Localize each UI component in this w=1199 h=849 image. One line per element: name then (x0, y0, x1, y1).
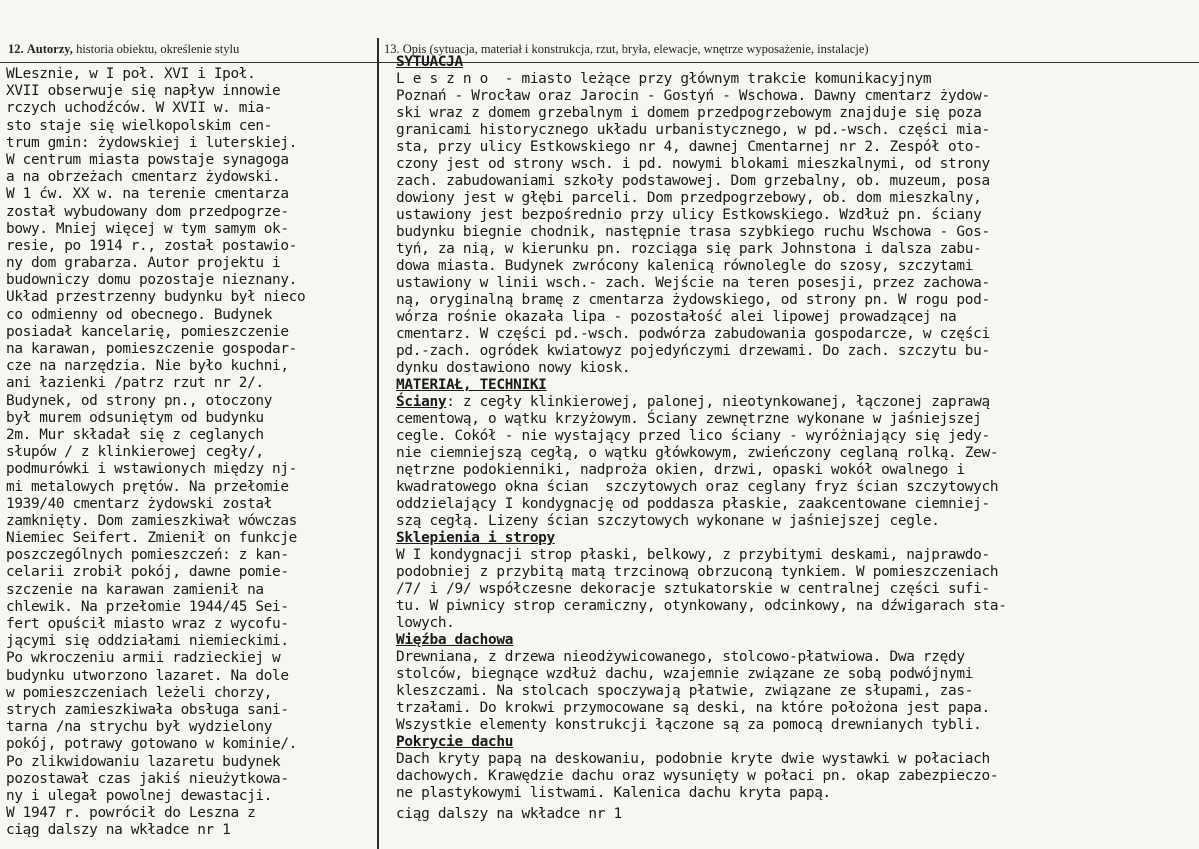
description-line (396, 513, 1196, 530)
history-line: trum gmin: żydowskiej i luterskiej. (6, 134, 297, 151)
history-line: w pomieszczeniach leżeli chorzy, (6, 684, 273, 701)
description-line (396, 122, 1196, 139)
description-text: kwadratowego okna ścian szczytowych oraz ceglany fryz ścian szczytowych (396, 479, 999, 495)
description-text: dowa miasta. Budynek zwrócony kalenicą równolegle do szosy, szczytami (396, 258, 974, 274)
description-text: ną, oryginalną bramę z cmentarza żydowskiego, od strony pn. W rogu pod- (396, 292, 990, 308)
description-line (396, 479, 1196, 496)
section-heading: MATERIAŁ, TECHNIKI (396, 377, 547, 393)
history-line: ny i ulegał powolnej dewastacji. (6, 787, 273, 804)
description-line (396, 139, 1196, 156)
section-13-label: Opis (sytuacja, materiał i konstrukcja, rzut, bryła, elewacje, wnętrze wyposażenie, instalacje) (399, 42, 869, 56)
history-line: bowy. Mniej więcej w tym samym ok- (6, 220, 289, 237)
history-line: Układ przestrzenny budynku był nieco (6, 289, 306, 306)
history-line: posiadał kancelarię, pomieszczenie (6, 323, 289, 340)
description-line (396, 751, 1196, 768)
history-line: jącymi się oddziałami niemieckimi. (6, 633, 289, 650)
history-line: a na obrzeżach cmentarz żydowski. (6, 169, 281, 186)
description-line (396, 462, 1196, 479)
history-line: Po wkroczeniu armii radzieckiej w (6, 650, 281, 667)
description-line (396, 173, 1196, 190)
history-text-column (6, 66, 374, 839)
description-line (396, 258, 1196, 275)
description-line (396, 224, 1196, 241)
description-line (396, 343, 1196, 360)
history-line: W 1947 r. powrócił do Leszna z (6, 805, 256, 822)
description-line (396, 768, 1196, 785)
section-12-number: 12. (8, 42, 24, 56)
description-line (396, 564, 1196, 581)
description-line (396, 377, 1196, 394)
description-line (396, 785, 1196, 802)
description-text: stolców, biegnące wzdłuż dachu, wzajemnie związane ze sobą podwójnymi (396, 666, 974, 682)
description-line (396, 360, 1196, 377)
history-line: ny dom grabarza. Autor projektu i (6, 255, 281, 272)
description-text: L e s z n o - miasto leżące przy głównym trakcie komunikacyjnym (396, 71, 932, 87)
description-line (396, 88, 1196, 105)
history-line: celarii zrobił pokój, dawne pomie- (6, 564, 289, 581)
description-line (396, 615, 1196, 632)
history-line: Budynek, od strony pn., otoczony (6, 392, 273, 409)
description-text: granicami historycznego układu urbanistycznego, w pd.-wsch. części mia- (396, 122, 990, 138)
history-line: Niemiec Seifert. Zmienił on funkcje (6, 530, 297, 547)
description-text: pd.-zach. ogródek kwiatowyz pojedyńczymi drzewami. Do zach. szczytu bu- (396, 343, 990, 359)
description-line (396, 411, 1196, 428)
description-line (396, 581, 1196, 598)
description-line (396, 496, 1196, 513)
description-line (396, 649, 1196, 666)
column-divider (377, 38, 379, 849)
history-line: mi metalowych prętów. Na przełomie (6, 478, 289, 495)
description-line (396, 326, 1196, 343)
description-text: ski wraz z domem grzebalnym i domem przedpogrzebowym znajduje się poza (396, 105, 982, 121)
description-line (396, 207, 1196, 224)
description-line (396, 190, 1196, 207)
section-heading: Sklepienia i stropy (396, 530, 555, 546)
description-text: trzałami. Do krokwi przymocowane są deski, na które położona jest papa. (396, 700, 990, 716)
description-text: nętrzne podokienniki, nadproża okien, drzwi, opaski wokół owalnego i (396, 462, 965, 478)
description-line (396, 666, 1196, 683)
history-line: sto staje się wielkopolskim cen- (6, 117, 273, 134)
description-text: nie ciemniejszą cegłą, o wątku główkowym, zwieńczony ceglaną rolką. Zew- (396, 445, 999, 461)
history-line: chlewik. Na przełomie 1944/45 Sei- (6, 598, 289, 615)
history-line: W 1 ćw. XX w. na terenie cmentarza (6, 186, 289, 203)
section-13-number: 13. (384, 42, 400, 56)
description-text-column (396, 54, 1196, 802)
description-text: Drewniana, z drzewa nieodżywicowanego, stolcowo-płatwiowa. Dwa rzędy (396, 649, 965, 665)
history-line: co odmienny od obecnego. Budynek (6, 306, 273, 323)
description-text: tu. W piwnicy strop ceramiczny, otynkowany, odcinkowy, na dźwigarach sta- (396, 598, 1007, 614)
description-line (396, 445, 1196, 462)
description-line (396, 309, 1196, 326)
description-text: : z cegły klinkierowej, palonej, nieotynkowanej, łączonej zaprawą (446, 394, 990, 410)
history-line: ani łazienki /patrz rzut nr 2/. (6, 375, 264, 392)
history-line: szczenie na karawan zamienił na (6, 581, 264, 598)
description-line (396, 530, 1196, 547)
description-text: podobniej z przybitą matą trzcinową obrzuconą tynkiem. W pomieszczeniach (396, 564, 999, 580)
history-line: budynku utworzono lazaret. Na dole (6, 667, 289, 684)
description-text: cmentarz. W części pd.-wsch. podwórza zabudowania gospodarcze, w części (396, 326, 990, 342)
history-line: 2m. Mur składał się z ceglanych (6, 426, 264, 443)
description-text: ustawiony jest bezpośrednio przy ulicy Estkowskiego. Wzdłuż pn. ściany (396, 207, 982, 223)
history-line: fert opuścił miasto wraz z wycofu- (6, 616, 289, 632)
history-line: tarna /na strychu był wydzielony (6, 719, 273, 736)
header-rule-left (0, 62, 377, 63)
description-text: ustawiony w linii wsch.- zach. Wejście na teren posesji, przez zachowa- (396, 275, 990, 291)
history-line: cze na narzędzia. Nie było kuchni, (6, 358, 289, 375)
description-text: dowiony jest w głębi parceli. Dom przedpogrzebowy, ob. dom mieszkalny, (396, 190, 982, 206)
description-text: sta, przy ulicy Estkowskiego nr 4, dawnej Cmentarnej nr 2. Zespół oto- (396, 139, 982, 155)
description-text: Dach kryty papą na deskowaniu, podobnie kryte dwie wystawki w połaciach (396, 751, 990, 767)
history-line: poszczególnych pomieszczeń: z kan- (6, 547, 289, 564)
description-text: cementową, o wątku krzyżowym. Ściany zewnętrzne wykonane w jaśniejszej (396, 411, 982, 427)
section-heading: Więźba dachowa (396, 632, 514, 648)
description-line (396, 394, 1196, 411)
history-line: pokój, potrawy gotowano w kominie/. (6, 736, 297, 753)
description-line (396, 54, 1196, 71)
description-text: W I kondygnacji strop płaski, belkowy, z przybitymi deskami, najprawdo- (396, 547, 990, 563)
history-line: był murem odsuniętym od budynku (6, 409, 264, 426)
description-text: wórza rośnie okazała lipa - pozostałość alei lipowej prowadzącej na (396, 309, 957, 325)
description-text: Poznań - Wrocław oraz Jarocin - Gostyń - Wschowa. Dawny cmentarz żydow- (396, 88, 990, 104)
description-line (396, 156, 1196, 173)
description-line (396, 241, 1196, 258)
section-heading: SYTUACJA (396, 54, 463, 70)
history-line: WLesznie, w I poł. XVI i Ipoł. (6, 66, 256, 82)
description-text: tyń, za nią, w kierunku pn. rozciąga się park Johnstona i dalsza zabu- (396, 241, 982, 257)
history-line: Po zlikwidowaniu lazaretu budynek (6, 753, 281, 770)
history-line: zamknięty. Dom zamieszkiwał wówczas (6, 512, 297, 529)
continuation-note: ciąg dalszy na wkładce nr 1 (396, 806, 622, 822)
history-line: XVII obserwuje się napływ innowie (6, 83, 281, 100)
section-12-bold-label: Autorzy, (26, 42, 73, 56)
history-line: rczych uchodźców. W XVII w. mia- (6, 100, 273, 117)
history-line: ciąg dalszy na wkładce nr 1 (6, 822, 231, 839)
history-line: został wybudowany dom przedpogrze- (6, 203, 289, 220)
description-line (396, 683, 1196, 700)
history-line: na karawan, pomieszczenie gospodar- (6, 341, 297, 357)
description-text: dachowych. Krawędzie dachu oraz wysunięty w połaci pn. okap zabezpieczo- (396, 768, 999, 784)
description-line (396, 71, 1196, 88)
section-12-header (8, 42, 239, 57)
history-line: W centrum miasta powstaje synagoga (6, 151, 289, 168)
description-line (396, 717, 1196, 734)
section-12-label: historia obiektu, określenie stylu (72, 42, 240, 56)
description-text: cegle. Cokół - nie wystający przed lico ściany - wyróżniający się jedy- (396, 428, 990, 444)
history-line: budowniczy domu pozostaje nieznany. (6, 272, 297, 289)
description-line (396, 598, 1196, 615)
description-text: szą cegłą. Lizeny ścian szczytowych wykonane w jaśniejszej cegle. (396, 513, 940, 529)
history-line: 1939/40 cmentarz żydowski został (6, 495, 273, 512)
description-line (396, 105, 1196, 122)
description-text: dynku dostawiono nowy kiosk. (396, 360, 631, 376)
description-text: /7/ i /9/ współczesne dekoracje sztukatorskie w centralnej części sufi- (396, 581, 990, 597)
history-line: strych zamieszkiwała obsługa sani- (6, 701, 289, 718)
description-text: kleszczami. Na stolcach spoczywają płatwie, związane ze słupami, zas- (396, 683, 974, 699)
section-heading: Ściany (396, 394, 447, 410)
history-line: pozostawał czas jakiś nieużytkowa- (6, 770, 289, 787)
description-text: ne plastykowymi listwami. Kalenica dachu kryta papą. (396, 785, 831, 801)
section-heading: Pokrycie dachu (396, 734, 514, 750)
description-text: czony jest od strony wsch. i pd. nowymi blokami mieszkalnymi, od strony (396, 156, 990, 172)
history-line: resie, po 1914 r., został postawio- (6, 237, 297, 254)
description-line (396, 734, 1196, 751)
description-line (396, 700, 1196, 717)
description-text: oddzielający I kondygnację od poddasza płaskie, zaakcentowane ciemniej- (396, 496, 990, 512)
description-line (396, 428, 1196, 445)
description-text: Wszystkie elementy konstrukcji łączone są za pomocą drewnianych tybli. (396, 717, 982, 733)
description-text: zach. zabudowaniami szkoły podstawowej. Dom grzebalny, ob. muzeum, posa (396, 173, 990, 189)
description-line (396, 275, 1196, 292)
description-text: budynku biegnie chodnik, następnie trasa szybkiego ruchu Wschowa - Gos- (396, 224, 990, 240)
description-text: lowych. (396, 615, 455, 631)
description-line (396, 292, 1196, 309)
history-line: słupów / z klinkierowej cegły/, (6, 444, 264, 461)
description-line (396, 547, 1196, 564)
description-line (396, 632, 1196, 649)
history-line: podmurówki i wstawionych między nj- (6, 461, 297, 478)
